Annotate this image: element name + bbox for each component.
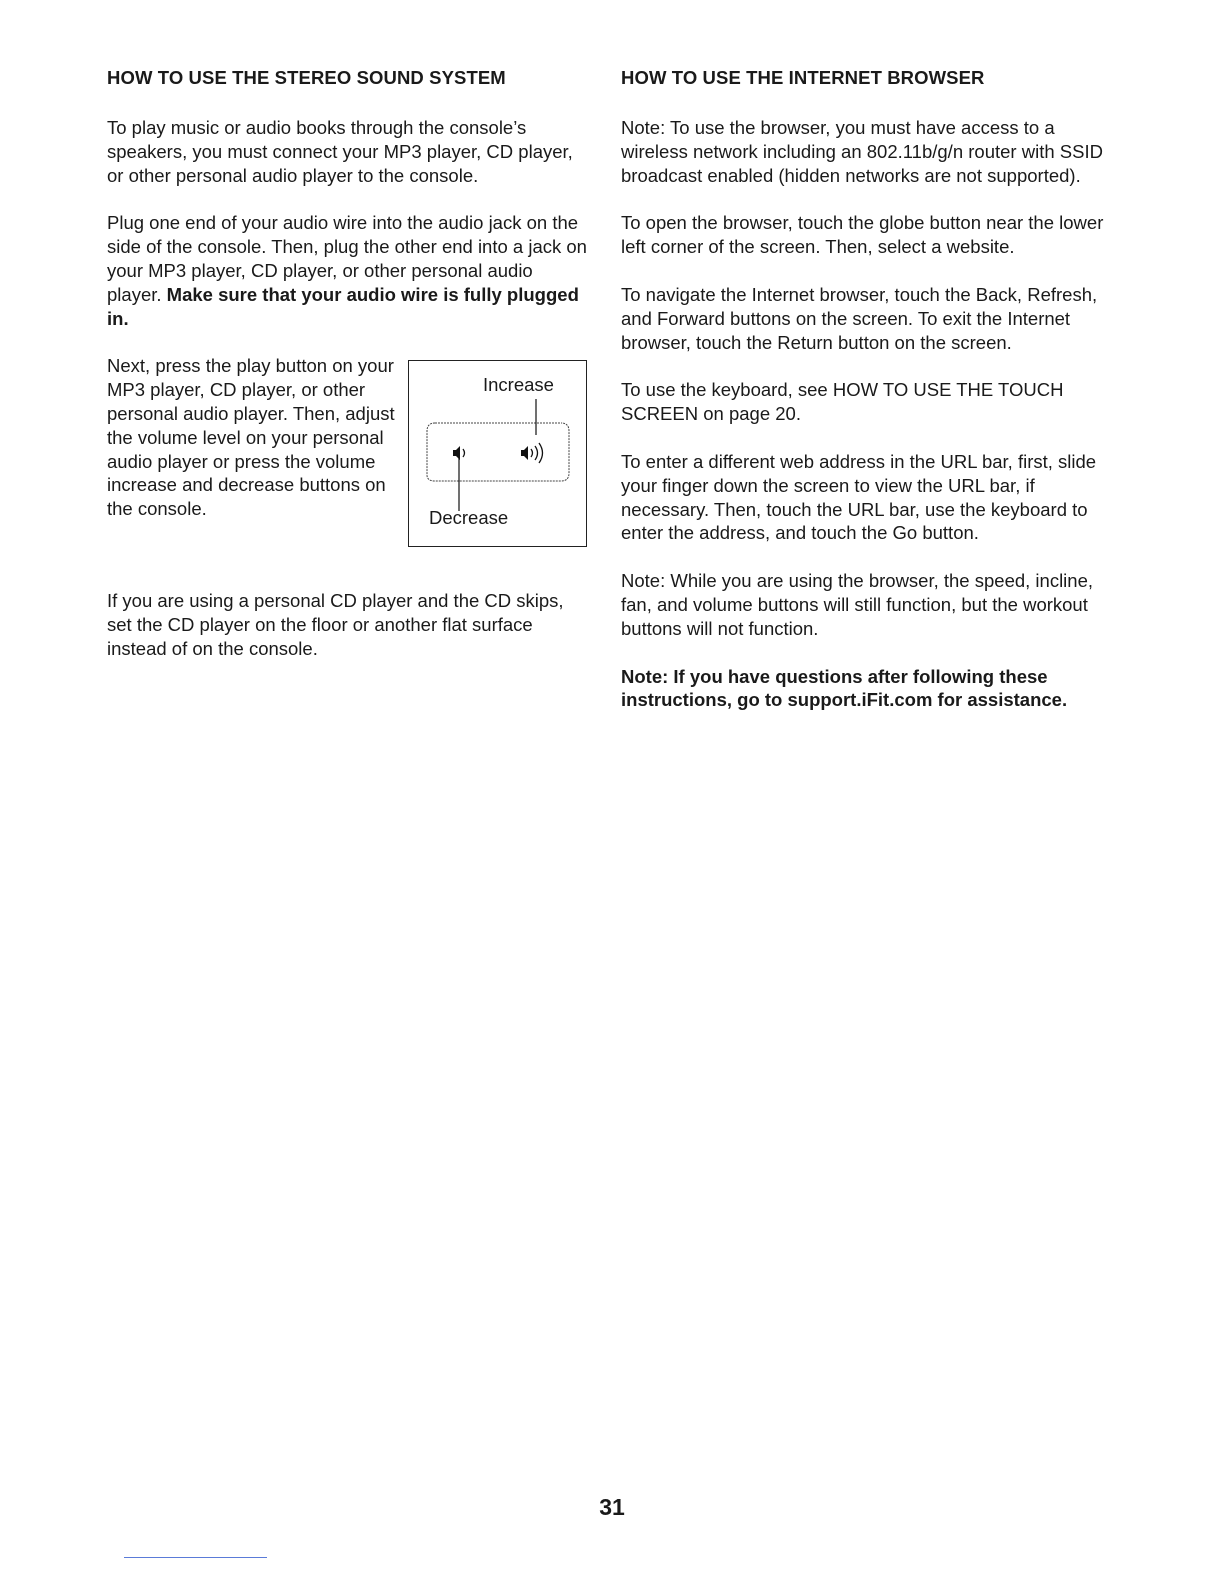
page-number: 31 — [599, 1494, 625, 1520]
browser-heading: HOW TO USE THE INTERNET BROWSER — [621, 67, 985, 88]
browser-paragraph-6: Note: While you are using the browser, the speed, incline, fan, and volume buttons will still function, but the workout buttons will not function. — [621, 570, 1094, 639]
decrease-label: Decrease — [429, 507, 509, 529]
browser-note-bold — [621, 665, 1106, 713]
footer-divider — [124, 1557, 267, 1558]
browser-paragraph-4: To use the keyboard, see HOW TO USE THE TOUCH SCREEN on page 20. — [621, 379, 1064, 425]
stereo-paragraph-2-bold: Make sure that your audio wire is fully plugged in. — [107, 283, 579, 329]
stereo-paragraph-4: If you are using a personal CD player and the CD skips, set the CD player on the floor or another flat surface instead of on the console. — [107, 590, 564, 659]
left-column — [107, 66, 592, 685]
wrap-block — [107, 354, 592, 574]
volume-down-icon — [453, 446, 465, 460]
browser-paragraph-5: To enter a different web address in the URL bar, first, slide your finger down the screen to view the URL bar, if necessary. Then, touch the URL bar, use the keyboard to enter the address, and touch the Go button. — [621, 450, 1097, 544]
stereo-paragraph-1: To play music or audio books through the console’s speakers, you must connect your MP3 player, CD player, or other personal audio player to the console. — [107, 117, 573, 186]
volume-buttons-figure — [408, 360, 587, 547]
stereo-heading: HOW TO USE THE STEREO SOUND SYSTEM — [107, 67, 506, 88]
right-column — [621, 66, 1106, 736]
stereo-paragraph-2 — [107, 211, 592, 330]
stereo-paragraph-2-text: Plug one end of your audio wire into the audio jack on the side of the console. Then, plug the other end into a jack on your MP3 player, CD player, or other personal audio player. — [107, 212, 587, 305]
stereo-paragraph-3: Next, press the play button on your MP3 player, CD player, or other personal audio player. Then, adjust the volume level on your personal audio player or press the volume increase and decrease buttons on the console. — [107, 355, 395, 520]
browser-paragraph-1: Note: To use the browser, you must have access to a wireless network including an 802.11b/g/n router with SSID broadcast enabled (hidden networks are not supported). — [621, 117, 1103, 186]
volume-diagram — [409, 361, 588, 548]
volume-up-icon — [521, 443, 543, 463]
increase-label: Increase — [483, 374, 554, 396]
browser-paragraph-2: To open the browser, touch the globe button near the lower left corner of the screen. Then, select a website. — [621, 212, 1104, 258]
browser-note-bold-text: Note: If you have questions after following these instructions, go to support.iFit.com for assistance. — [621, 665, 1068, 711]
browser-paragraph-3: To navigate the Internet browser, touch the Back, Refresh, and Forward buttons on the screen. To exit the Internet browser, touch the Return button on the screen. — [621, 283, 1098, 353]
